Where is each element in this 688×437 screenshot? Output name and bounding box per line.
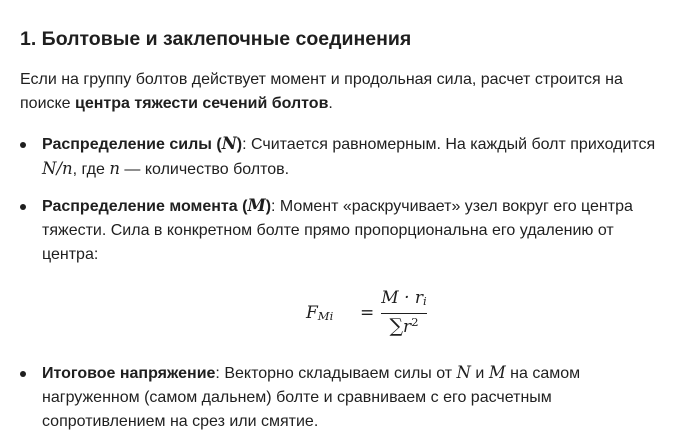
- bullet-body: Распределение силы (N): Считается равномерным. На каждый болт приходится N/n, где n — количество болтов.: [42, 134, 656, 178]
- bullet-text: : Момент «раскручивает» узел вокруг его центра тяжести. Сила в конкретном болте прямо пропорциональна его удалению от центра:: [42, 198, 633, 263]
- formula-lhs: $F_{Mi}$: [306, 303, 334, 323]
- bullet-title: Распределение момента (M): [42, 196, 272, 215]
- fraction-bar: [381, 313, 427, 314]
- math-n: n: [109, 159, 120, 178]
- intro-bold: центра тяжести сечений болтов: [75, 95, 329, 112]
- intro-end: .: [328, 95, 333, 112]
- math-n: N: [456, 363, 471, 382]
- section-heading: 1. Болтовые и заклепочные соединения: [20, 28, 412, 50]
- formula-fraction: [381, 290, 427, 340]
- formula-denominator: $\sum r^2$: [389, 315, 419, 337]
- bullet-dot: [20, 142, 26, 148]
- bullet-title: Итоговое напряжение: [42, 365, 216, 382]
- bullet-force-distribution: [20, 132, 680, 182]
- symbol-n: N: [221, 134, 237, 153]
- math-m: M: [488, 363, 506, 382]
- bullet-body: Итоговое напряжение: Векторно складываем силы от N и M на самом нагруженном (самом дальнем) болте и сравниваем с его расчетным сопротивлением на срез или смятие.: [42, 363, 581, 430]
- moment-formula: [306, 288, 427, 340]
- intro-paragraph: [20, 68, 670, 116]
- formula-numerator: $M \cdot r_i$: [381, 288, 427, 308]
- intro-text: Если на группу болтов действует момент и продольная сила, расчет строится на поиске: [20, 71, 623, 112]
- bullet-text: : Векторно складываем силы от: [215, 365, 457, 382]
- bullet-text: : Считается равномерным. На каждый болт приходится: [242, 136, 656, 153]
- sigma-symbol: ∑: [389, 315, 404, 337]
- bullet-dot: [20, 204, 26, 210]
- bullet-moment-distribution: [20, 194, 680, 267]
- symbol-m: M: [247, 196, 266, 215]
- bullet-title: Распределение силы (N): [42, 134, 243, 153]
- bullet-total-stress: [20, 361, 680, 434]
- bullet-body: [42, 194, 672, 267]
- formula-equals: =: [360, 303, 375, 323]
- bullet-dot: [20, 371, 26, 377]
- math-n-over-n: N/n: [42, 159, 73, 178]
